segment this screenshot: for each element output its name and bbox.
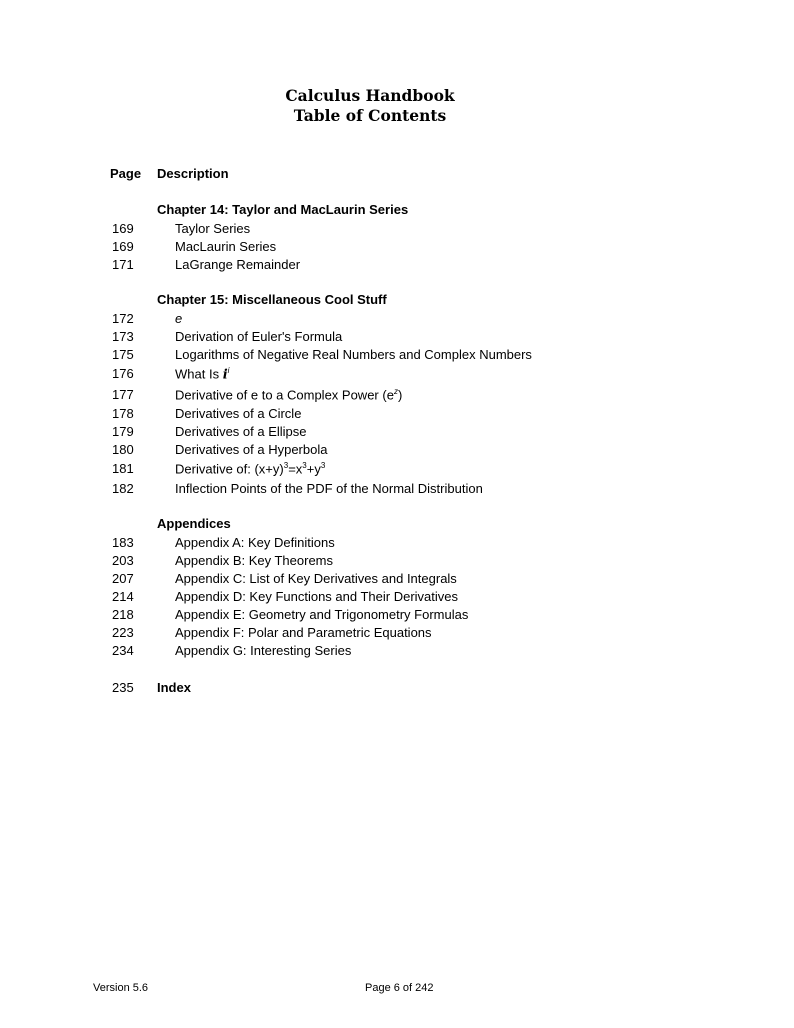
toc-page-number: 182 [112, 481, 134, 496]
toc-entry [0, 347, 794, 365]
toc-entry [0, 311, 794, 329]
toc-page-number: 169 [112, 239, 134, 254]
toc-entry-label: Appendix G: Interesting Series [175, 643, 352, 658]
toc-entry [0, 329, 794, 347]
section-heading-appendices: Appendices [157, 516, 231, 531]
toc-entry [0, 571, 794, 589]
toc-entry-label: e [175, 311, 183, 326]
section-heading-chapter-15: Chapter 15: Miscellaneous Cool Stuff [157, 292, 387, 307]
toc-entry-label: Appendix C: List of Key Derivatives and Integrals [175, 571, 457, 586]
toc-entry [0, 424, 794, 442]
document-subtitle: Table of Contents [293, 106, 447, 125]
footer-page-number: Page 6 of 242 [365, 982, 434, 994]
toc-entry-label: LaGrange Remainder [175, 257, 301, 272]
column-header-description: Description [157, 166, 229, 181]
toc-entry-label: Appendix D: Key Functions and Their Derivatives [175, 589, 459, 604]
toc-entry [0, 535, 794, 553]
toc-page-number: 173 [112, 329, 134, 344]
toc-entry [0, 481, 794, 499]
toc-entry [0, 387, 794, 405]
toc-entry [0, 406, 794, 424]
footer-version: Version 5.6 [93, 982, 149, 994]
toc-entry [0, 625, 794, 643]
toc-page-number: 235 [112, 680, 134, 695]
toc-page-number: 176 [112, 366, 134, 381]
toc-page-number: 207 [112, 571, 134, 586]
toc-entry [0, 442, 794, 460]
imaginary-unit-symbol: i [222, 367, 228, 383]
toc-page-number: 177 [112, 387, 134, 402]
toc-entry-label: Derivatives of a Hyperbola [175, 442, 328, 457]
toc-page-number: 180 [112, 442, 134, 457]
column-header-page: Page [110, 166, 142, 181]
toc-entry [0, 643, 794, 661]
toc-entry-label: MacLaurin Series [175, 239, 277, 254]
toc-entry-label: Index [157, 680, 191, 695]
toc-page-number: 223 [112, 625, 134, 640]
toc-entry [0, 553, 794, 571]
toc-page-number: 175 [112, 347, 134, 362]
toc-entry-label: Logarithms of Negative Real Numbers and Complex Numbers [175, 347, 532, 362]
toc-page-number: 179 [112, 424, 134, 439]
toc-entry-label: Derivatives of a Circle [175, 406, 302, 421]
toc-page-number: 181 [112, 461, 134, 476]
toc-entry-label: Derivation of Euler's Formula [175, 329, 343, 344]
toc-entry-label: Derivative of: $(x+y)^3=x^3+y^3$ [175, 461, 326, 477]
toc-entry-label: Appendix F: Polar and Parametric Equations [175, 625, 432, 640]
toc-entry [0, 461, 794, 479]
toc-page-number: 234 [112, 643, 134, 658]
toc-entry-label: Appendix E: Geometry and Trigonometry Formulas [175, 607, 469, 622]
toc-entry-label: Appendix A: Key Definitions [175, 535, 335, 550]
section-heading-chapter-14: Chapter 14: Taylor and MacLaurin Series [157, 202, 409, 217]
toc-entry [0, 607, 794, 625]
toc-entry [0, 239, 794, 257]
toc-entry [0, 257, 794, 275]
document-title: Calculus Handbook [285, 86, 455, 105]
toc-entry-label: Appendix B: Key Theorems [175, 553, 334, 568]
toc-entry [0, 221, 794, 239]
toc-page-number: 214 [112, 589, 134, 604]
toc-entry-label: What Is $i^i$ [175, 366, 230, 383]
toc-page-number: 183 [112, 535, 134, 550]
toc-page-number: 178 [112, 406, 134, 421]
toc-page-number: 169 [112, 221, 134, 236]
toc-page-number: 203 [112, 553, 134, 568]
toc-entry [0, 589, 794, 607]
toc-entry-label: Derivatives of a Ellipse [175, 424, 307, 439]
toc-entry-label: Taylor Series [175, 221, 251, 236]
toc-page-number: 171 [112, 257, 134, 272]
toc-page-number: 172 [112, 311, 134, 326]
toc-entry [0, 366, 794, 384]
toc-entry-label: Inflection Points of the PDF of the Normal Distribution [175, 481, 483, 496]
toc-page-number: 218 [112, 607, 134, 622]
toc-entry-label: Derivative of e to a Complex Power $(e^z)$ [175, 387, 403, 403]
